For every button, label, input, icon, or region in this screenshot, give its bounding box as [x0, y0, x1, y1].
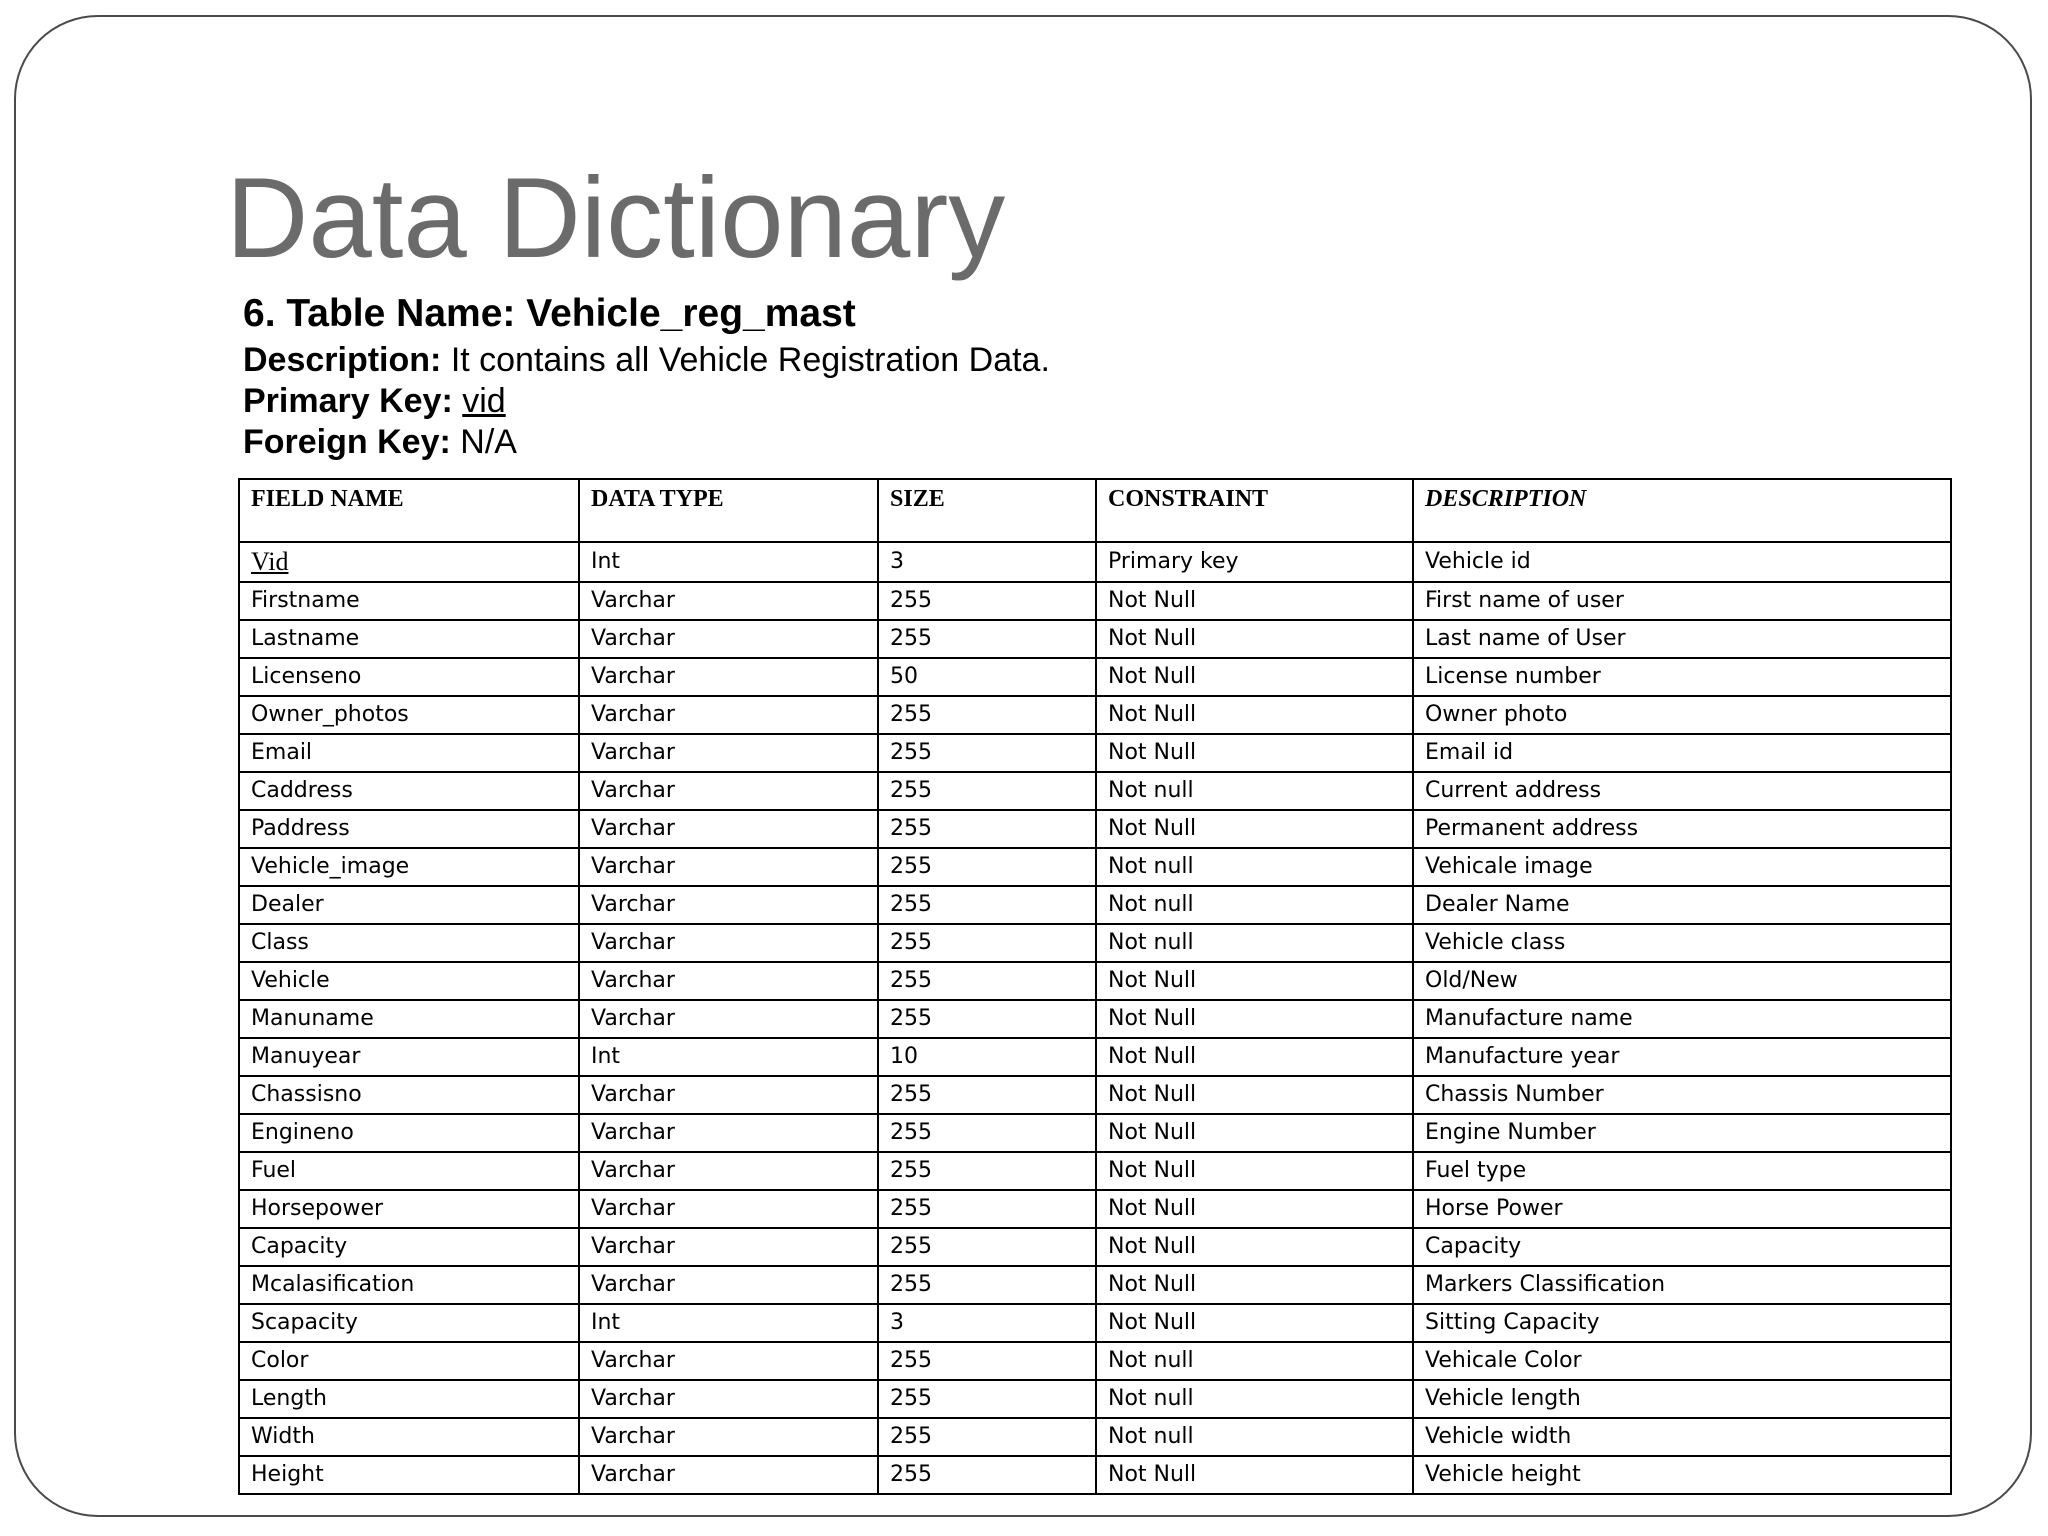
- table-row: [239, 772, 1951, 810]
- description-value: It contains all Vehicle Registration Data.: [450, 341, 1050, 379]
- cell-description: Email id: [1413, 734, 1951, 772]
- cell-constraint: Not Null: [1096, 1190, 1413, 1228]
- data-dictionary-table: [238, 478, 1952, 1495]
- cell-size: 255: [878, 1380, 1096, 1418]
- cell-constraint: Not Null: [1096, 1000, 1413, 1038]
- header-constraint: CONSTRAINT: [1096, 479, 1413, 542]
- table-row: [239, 620, 1951, 658]
- cell-field-name: Engineno: [239, 1114, 579, 1152]
- cell-constraint: Not null: [1096, 1380, 1413, 1418]
- cell-field-name: Scapacity: [239, 1304, 579, 1342]
- cell-data-type: Varchar: [579, 810, 878, 848]
- cell-data-type: Varchar: [579, 848, 878, 886]
- cell-data-type: Varchar: [579, 1000, 878, 1038]
- cell-field-name: Chassisno: [239, 1076, 579, 1114]
- cell-description: First name of user: [1413, 582, 1951, 620]
- cell-data-type: Varchar: [579, 658, 878, 696]
- cell-size: 10: [878, 1038, 1096, 1076]
- primary-key-value: vid: [462, 382, 506, 420]
- table-row: [239, 542, 1951, 582]
- table-row: [239, 1114, 1951, 1152]
- cell-constraint: Not Null: [1096, 1456, 1413, 1494]
- cell-field-name: Lastname: [239, 620, 579, 658]
- table-row: [239, 1342, 1951, 1380]
- cell-constraint: Not Null: [1096, 734, 1413, 772]
- cell-size: 255: [878, 810, 1096, 848]
- cell-data-type: Int: [579, 1304, 878, 1342]
- cell-data-type: Varchar: [579, 620, 878, 658]
- cell-field-name: Fuel: [239, 1152, 579, 1190]
- table-row: [239, 1456, 1951, 1494]
- cell-size: 255: [878, 1228, 1096, 1266]
- cell-data-type: Varchar: [579, 582, 878, 620]
- cell-data-type: Varchar: [579, 924, 878, 962]
- cell-constraint: Not null: [1096, 1342, 1413, 1380]
- slide-title: Data Dictionary: [226, 155, 1006, 282]
- cell-field-name: Firstname: [239, 582, 579, 620]
- cell-size: 255: [878, 924, 1096, 962]
- cell-data-type: Varchar: [579, 1152, 878, 1190]
- cell-field-name: Caddress: [239, 772, 579, 810]
- cell-size: 255: [878, 1418, 1096, 1456]
- table-row: [239, 1380, 1951, 1418]
- cell-data-type: Varchar: [579, 696, 878, 734]
- cell-data-type: Varchar: [579, 886, 878, 924]
- cell-description: Manufacture name: [1413, 1000, 1951, 1038]
- cell-constraint: Not Null: [1096, 1076, 1413, 1114]
- cell-constraint: Not Null: [1096, 1266, 1413, 1304]
- cell-field-name: Length: [239, 1380, 579, 1418]
- cell-field-name: Dealer: [239, 886, 579, 924]
- primary-key-label: Primary Key:: [243, 382, 453, 420]
- cell-constraint: Not Null: [1096, 696, 1413, 734]
- cell-constraint: Not null: [1096, 848, 1413, 886]
- cell-size: 255: [878, 1114, 1096, 1152]
- table-row: [239, 1076, 1951, 1114]
- cell-constraint: Not Null: [1096, 1228, 1413, 1266]
- cell-data-type: Int: [579, 542, 878, 582]
- cell-description: Fuel type: [1413, 1152, 1951, 1190]
- cell-constraint: Not Null: [1096, 620, 1413, 658]
- cell-description: Permanent address: [1413, 810, 1951, 848]
- cell-constraint: Not Null: [1096, 962, 1413, 1000]
- cell-size: 50: [878, 658, 1096, 696]
- cell-size: 3: [878, 542, 1096, 582]
- cell-data-type: Varchar: [579, 734, 878, 772]
- header-size: SIZE: [878, 479, 1096, 542]
- cell-size: 255: [878, 620, 1096, 658]
- header-data-type: DATA TYPE: [579, 479, 878, 542]
- cell-description: Vehicle height: [1413, 1456, 1951, 1494]
- cell-size: 255: [878, 1190, 1096, 1228]
- cell-size: 255: [878, 772, 1096, 810]
- cell-constraint: Not Null: [1096, 1152, 1413, 1190]
- cell-description: Chassis Number: [1413, 1076, 1951, 1114]
- cell-field-name: Class: [239, 924, 579, 962]
- cell-description: Last name of User: [1413, 620, 1951, 658]
- cell-field-name: Width: [239, 1418, 579, 1456]
- table-row: [239, 962, 1951, 1000]
- cell-size: 255: [878, 848, 1096, 886]
- cell-field-name: Height: [239, 1456, 579, 1494]
- table-row: [239, 1304, 1951, 1342]
- cell-size: 255: [878, 1342, 1096, 1380]
- cell-data-type: Varchar: [579, 1380, 878, 1418]
- cell-field-name: Owner_photos: [239, 696, 579, 734]
- cell-constraint: Not Null: [1096, 1114, 1413, 1152]
- foreign-key-value: N/A: [460, 423, 517, 461]
- cell-description: Horse Power: [1413, 1190, 1951, 1228]
- table-name-heading: 6. Table Name: Vehicle_reg_mast: [243, 292, 856, 335]
- cell-data-type: Varchar: [579, 1266, 878, 1304]
- cell-data-type: Varchar: [579, 1076, 878, 1114]
- table-row: [239, 886, 1951, 924]
- table-row: [239, 696, 1951, 734]
- cell-constraint: Not Null: [1096, 1304, 1413, 1342]
- cell-constraint: Not null: [1096, 772, 1413, 810]
- foreign-key-line: [243, 425, 517, 459]
- cell-constraint: Not Null: [1096, 810, 1413, 848]
- cell-field-name: Email: [239, 734, 579, 772]
- cell-constraint: Not Null: [1096, 582, 1413, 620]
- cell-description: Current address: [1413, 772, 1951, 810]
- cell-size: 255: [878, 886, 1096, 924]
- cell-size: 255: [878, 1152, 1096, 1190]
- cell-description: Vehicale image: [1413, 848, 1951, 886]
- cell-description: Vehicle length: [1413, 1380, 1951, 1418]
- foreign-key-label: Foreign Key:: [243, 423, 451, 461]
- cell-data-type: Varchar: [579, 962, 878, 1000]
- cell-field-name: Horsepower: [239, 1190, 579, 1228]
- cell-field-name: Color: [239, 1342, 579, 1380]
- cell-data-type: Varchar: [579, 1114, 878, 1152]
- cell-data-type: Varchar: [579, 1342, 878, 1380]
- cell-description: Vehicle class: [1413, 924, 1951, 962]
- cell-size: 255: [878, 696, 1096, 734]
- cell-field-name: Manuyear: [239, 1038, 579, 1076]
- cell-description: Engine Number: [1413, 1114, 1951, 1152]
- table-body: [239, 542, 1951, 1494]
- cell-constraint: Primary key: [1096, 542, 1413, 582]
- cell-description: License number: [1413, 658, 1951, 696]
- table-header-row: [239, 479, 1951, 542]
- cell-data-type: Int: [579, 1038, 878, 1076]
- cell-description: Vehicle id: [1413, 542, 1951, 582]
- description-line: [243, 343, 1050, 377]
- cell-data-type: Varchar: [579, 1418, 878, 1456]
- cell-data-type: Varchar: [579, 1456, 878, 1494]
- cell-field-name: Capacity: [239, 1228, 579, 1266]
- cell-constraint: Not null: [1096, 886, 1413, 924]
- cell-description: Sitting Capacity: [1413, 1304, 1951, 1342]
- table-row: [239, 582, 1951, 620]
- table-row: [239, 1000, 1951, 1038]
- cell-description: Owner photo: [1413, 696, 1951, 734]
- cell-description: Old/New: [1413, 962, 1951, 1000]
- cell-constraint: Not Null: [1096, 658, 1413, 696]
- cell-description: Vehicale Color: [1413, 1342, 1951, 1380]
- table-row: [239, 1038, 1951, 1076]
- table-row: [239, 924, 1951, 962]
- cell-size: 255: [878, 734, 1096, 772]
- cell-size: 255: [878, 582, 1096, 620]
- cell-field-name: Manuname: [239, 1000, 579, 1038]
- table-row: [239, 1266, 1951, 1304]
- cell-constraint: Not Null: [1096, 1038, 1413, 1076]
- header-description: DESCRIPTION: [1413, 479, 1951, 542]
- table-row: [239, 1190, 1951, 1228]
- table-row: [239, 1228, 1951, 1266]
- cell-size: 255: [878, 1076, 1096, 1114]
- table-row: [239, 658, 1951, 696]
- cell-size: 3: [878, 1304, 1096, 1342]
- table-row: [239, 1418, 1951, 1456]
- cell-field-name: Vehicle_image: [239, 848, 579, 886]
- cell-field-name: Vid: [239, 542, 579, 582]
- cell-size: 255: [878, 1456, 1096, 1494]
- cell-size: 255: [878, 962, 1096, 1000]
- cell-description: Capacity: [1413, 1228, 1951, 1266]
- header-field-name: FIELD NAME: [239, 479, 579, 542]
- cell-data-type: Varchar: [579, 1228, 878, 1266]
- cell-field-name: Licenseno: [239, 658, 579, 696]
- cell-data-type: Varchar: [579, 772, 878, 810]
- cell-data-type: Varchar: [579, 1190, 878, 1228]
- table-row: [239, 734, 1951, 772]
- cell-field-name: Mcalasification: [239, 1266, 579, 1304]
- table-row: [239, 848, 1951, 886]
- cell-constraint: Not null: [1096, 924, 1413, 962]
- cell-description: Manufacture year: [1413, 1038, 1951, 1076]
- cell-size: 255: [878, 1000, 1096, 1038]
- cell-description: Vehicle width: [1413, 1418, 1951, 1456]
- description-label: Description:: [243, 341, 442, 379]
- table-row: [239, 810, 1951, 848]
- table-row: [239, 1152, 1951, 1190]
- cell-field-name: Paddress: [239, 810, 579, 848]
- cell-size: 255: [878, 1266, 1096, 1304]
- cell-field-name: Vehicle: [239, 962, 579, 1000]
- cell-constraint: Not null: [1096, 1418, 1413, 1456]
- cell-description: Dealer Name: [1413, 886, 1951, 924]
- primary-key-line: [243, 384, 506, 418]
- cell-description: Markers Classification: [1413, 1266, 1951, 1304]
